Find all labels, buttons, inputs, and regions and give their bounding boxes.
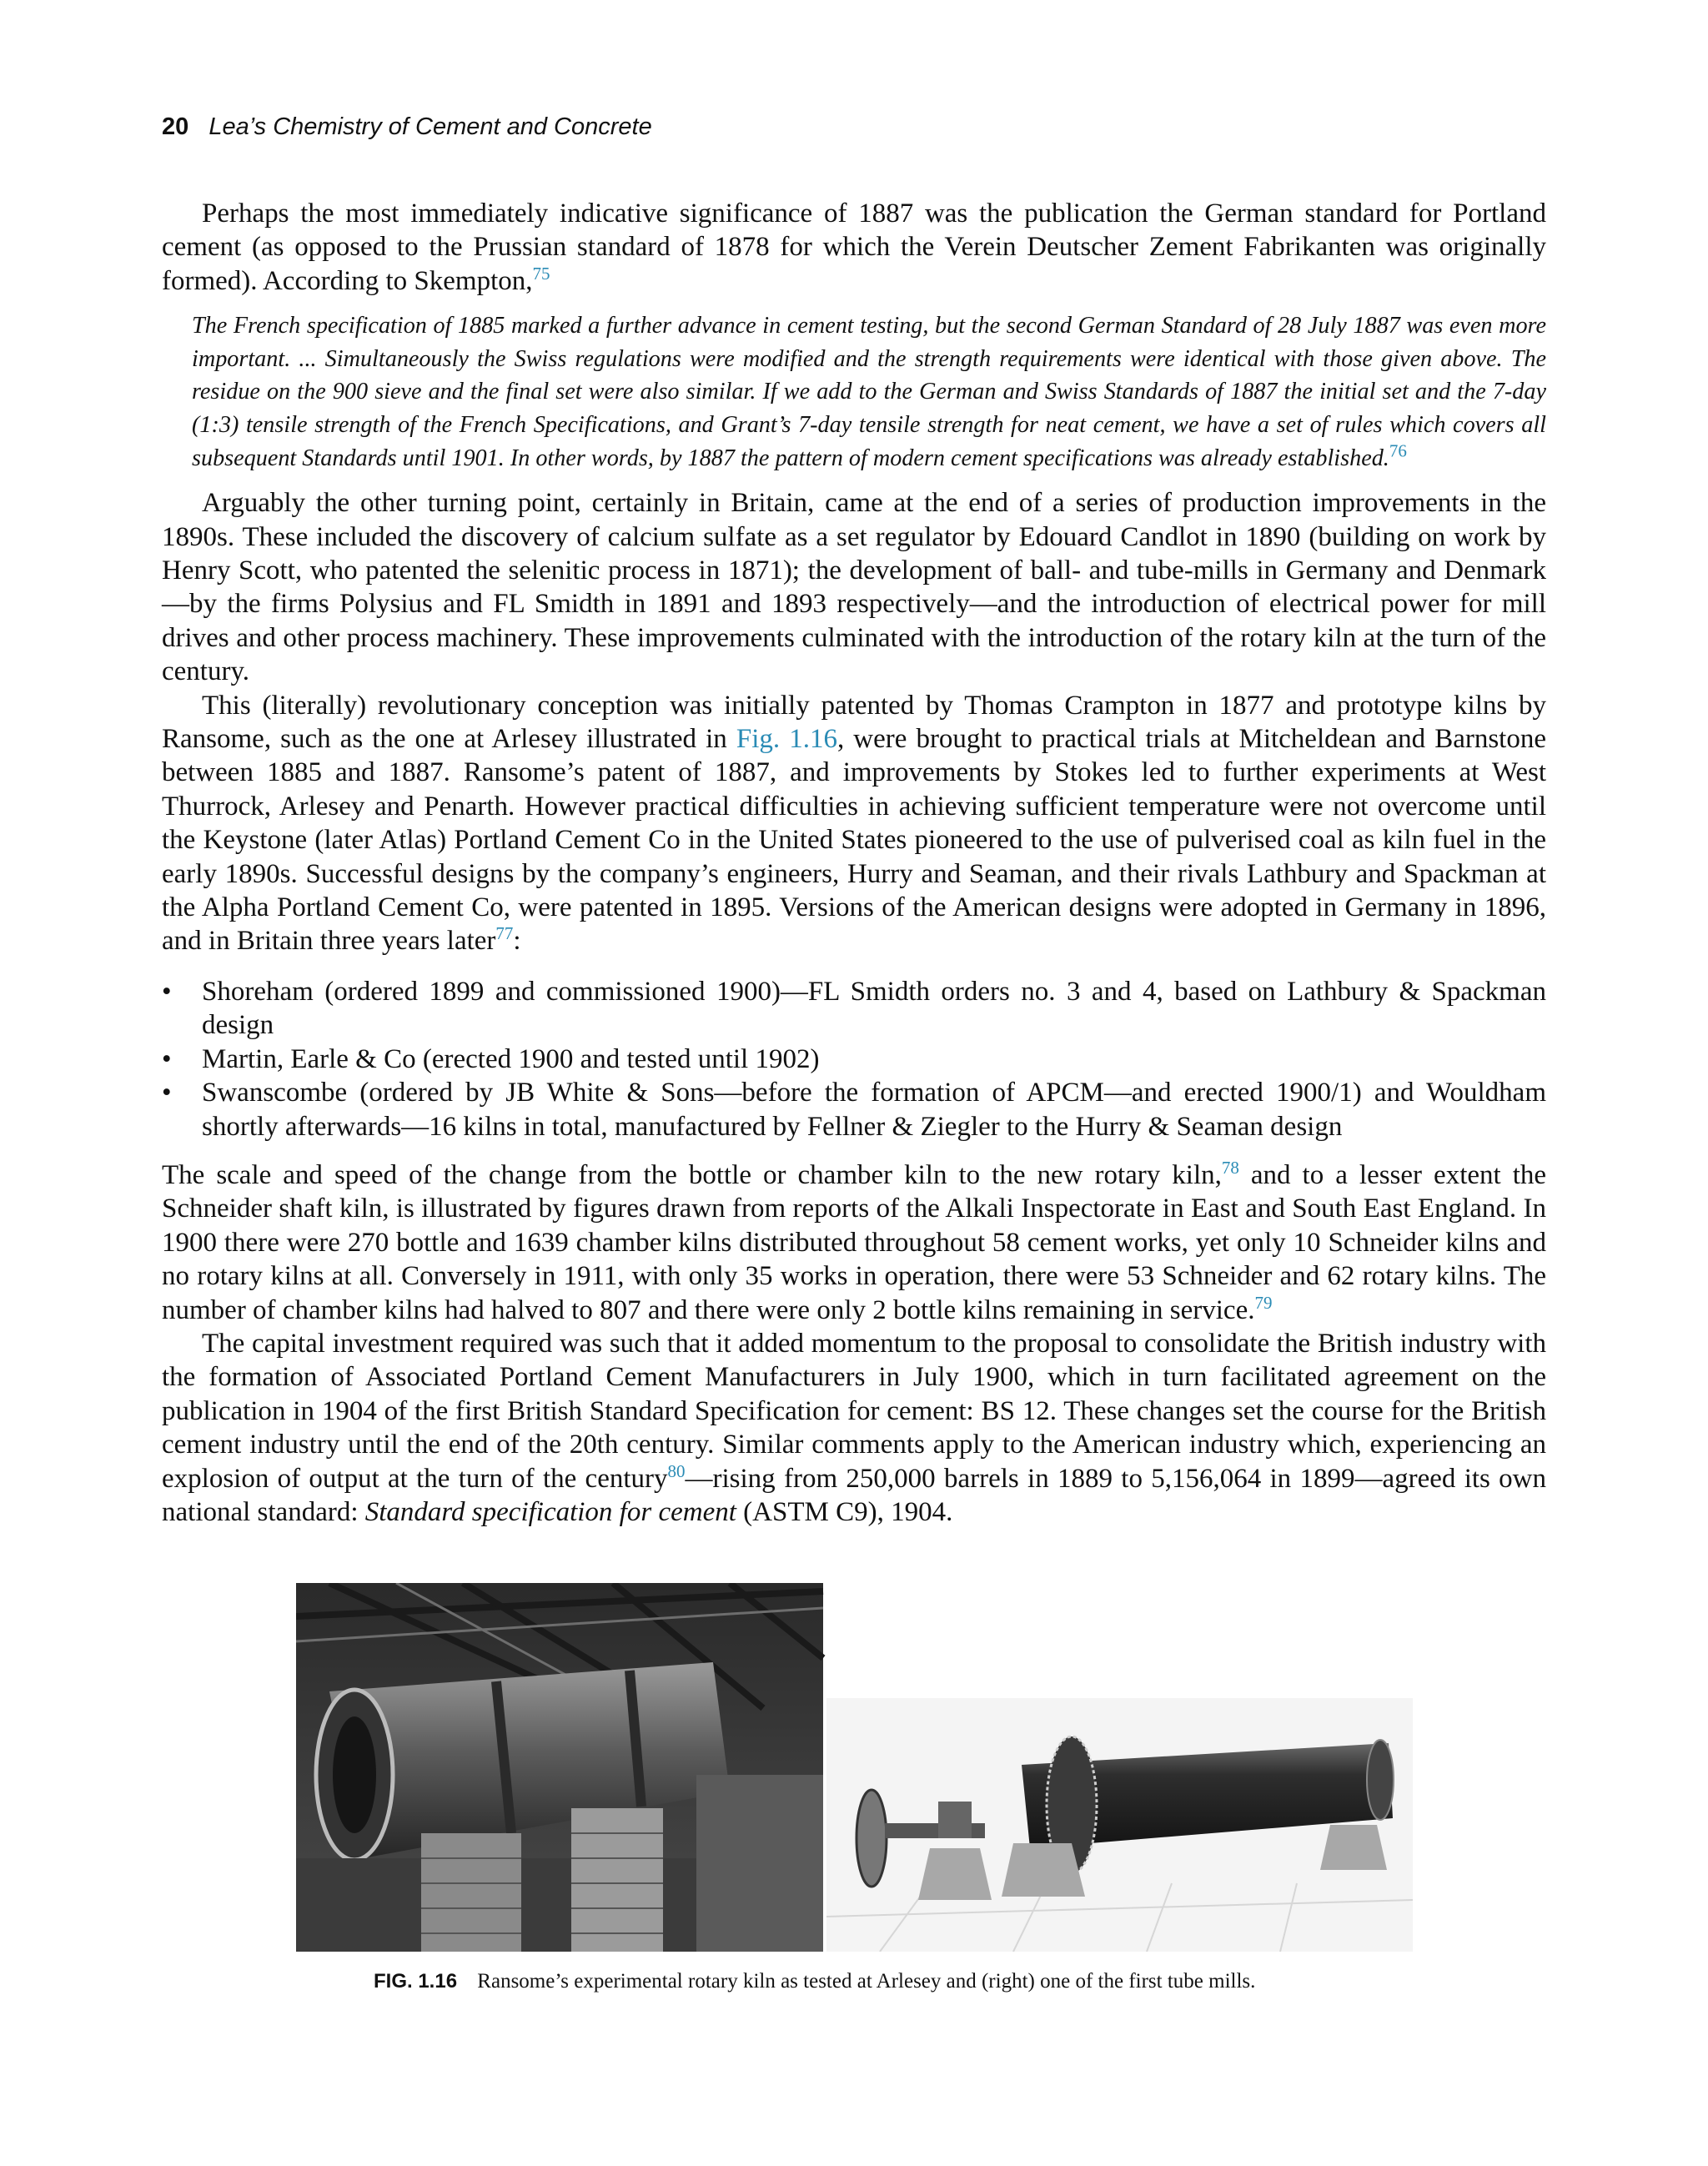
bullet-marker: • [162,1078,172,1108]
list-item: • Swanscombe (ordered by JB White & Sons—before the formation of APCM—and erected 1900/1) and Wouldham shortly afterwards—16 kilns in total, manufactured by Fellner & Ziegler to the Hurry & Seaman design [162,1078,1546,1142]
paragraph-standards: Perhaps the most immediately indicative significance of 1887 was the publication the German standard for Portland cement (as opposed to the Prussian standard of 1878 for which the Verein Deutscher Zement Fabrikanten was originally formed). According to Skempton,$^{75}$ [162,199,1546,296]
reference-75[interactable]: 75 [532,263,550,284]
running-head [162,113,652,147]
reference-80[interactable]: 80 [667,1460,686,1481]
paragraph-kiln-change: The scale and speed of the change from the bottle or chamber kiln to the new rotary kiln,$^{78}$ and to a lesser extent the Schneider shaft kiln, is illustrated by figures drawn from reports of the Alkali Inspectorate in East and South East England. In 1900 there were 270 bottle and 1639 chamber kilns distributed throughout 58 cement works, yet only 10 Schneider kilns and no rotary kilns at all. Conversely in 1911, with only 35 works in operation, there were 53 Schneider and 62 rotary kilns. The number of chamber kilns had halved to 807 and there were only 2 bottle kilns remaining in service.$^{79}$ [162,1157,1547,1325]
bullet-marker: • [162,1043,172,1074]
book-title: Lea’s Chemistry of Cement and Concrete [208,113,652,140]
page-number: 20 [162,113,189,140]
reference-76[interactable]: 76 [1389,440,1407,461]
figure-1-16 [296,1583,1413,1952]
paragraph-capital-investment: The capital investment required was such that it added momentum to the proposal to consolidate the British industry with the formation of Associated Portland Cement Manufacturers in July 1900, which in turn facilitated agreement on the publication in 1904 of the first British Standard Specification for cement: BS 12. These changes set the course for the British cement industry until the end of the 20th century. Similar comments apply to the American industry which, experiencing an explosion of output at the turn of the century$^{80}$—rising from 250,000 barrels in 1889 to 5,156,064 in 1899—agreed its own national standard: Standard specification for cement (ASTM C9), 1904. [162,1328,1546,1527]
paragraph-rotary-kiln: This (literally) revolutionary conception was initially patented by Thomas Crampton in 1877 and prototype kilns by Ransome, such as the one at Arlesey illustrated in Fig. 1.16, were brought to practical trials at Mitcheldean and Barnstone between 1885 and 1887. Ransome’s patent of 1887, and improvements by Stokes led to further experiments at West Thurrock, Arlesey and Penarth. However practical difficulties in achieving sufficient temperature were not overcome until the Keystone (later Atlas) Portland Cement Co in the United States pioneered to the use of pulverised coal as kiln fuel in the early 1890s. Successful designs by the company’s engineers, Hurry and Seaman, and their rivals Lathbury and Spackman at the Alpha Portland Cement Co, were patented in 1895. Versions of the American designs were adopted in Germany in 1896, and in Britain three years later$^{77}$: [162,690,1546,957]
tube-mill-photo [826,1698,1413,1952]
figure-link[interactable]: Fig. 1.16 [736,724,837,755]
figure-caption [374,1970,1255,1993]
reference-77[interactable]: 77 [495,923,514,944]
paragraph-turning-point: Arguably the other turning point, certainly in Britain, came at the end of a series of production improvements in the 1890s. These included the discovery of calcium sulfate as a set regulator by Edouard Candlot in 1890 (building on work by Henry Scott, who patented the selenitic process in 1871); the development of ball- and tube-mills in Germany and Denmark—by the firms Polysius and FL Smidth in 1891 and 1893 respectively—and the introduction of electrical power for mill drives and other process machinery. These improvements culminated with the introduction of the rotary kiln at the turn of the century. [162,488,1546,687]
body-text [162,197,1546,1529]
rotary-kiln-photo [296,1583,823,1952]
bullet-marker: • [162,976,172,1007]
kiln-list [162,975,1546,1143]
figure-photographs [296,1583,1413,1952]
list-item: • Shoreham (ordered 1899 and commissioned 1900)—FL Smidth orders no. 3 and 4, based on Lathbury & Spackman design [162,976,1546,1041]
reference-79[interactable]: 79 [1254,1292,1273,1313]
skempton-quote: The French specification of 1885 marked a further advance in cement testing, but the second German Standard of 28 July 1887 was even more important. ... Simultaneously the Swiss regulations were modified and the strength requirements were identical with those given above. The residue on the 900 sieve and the final set were also similar. If we add to the German and Swiss Standards of 1887 the initial set and the 7-day (1:3) tensile strength of the French Specifications, and Grant’s 7-day tensile strength for neat cement, we have a set of rules which covers all subsequent Standards until 1901. In other words, by 1887 the pattern of modern cement specifications was already established.$^{76}$ [192,313,1546,471]
list-item: • Martin, Earle & Co (erected 1900 and tested until 1902) [162,1043,1546,1076]
reference-78[interactable]: 78 [1221,1157,1239,1178]
caption-text: Ransome’s experimental rotary kiln as tested at Arlesey and (right) one of the first tube mills. [477,1970,1256,1993]
figure-label: FIG. 1.16 [374,1970,458,1993]
